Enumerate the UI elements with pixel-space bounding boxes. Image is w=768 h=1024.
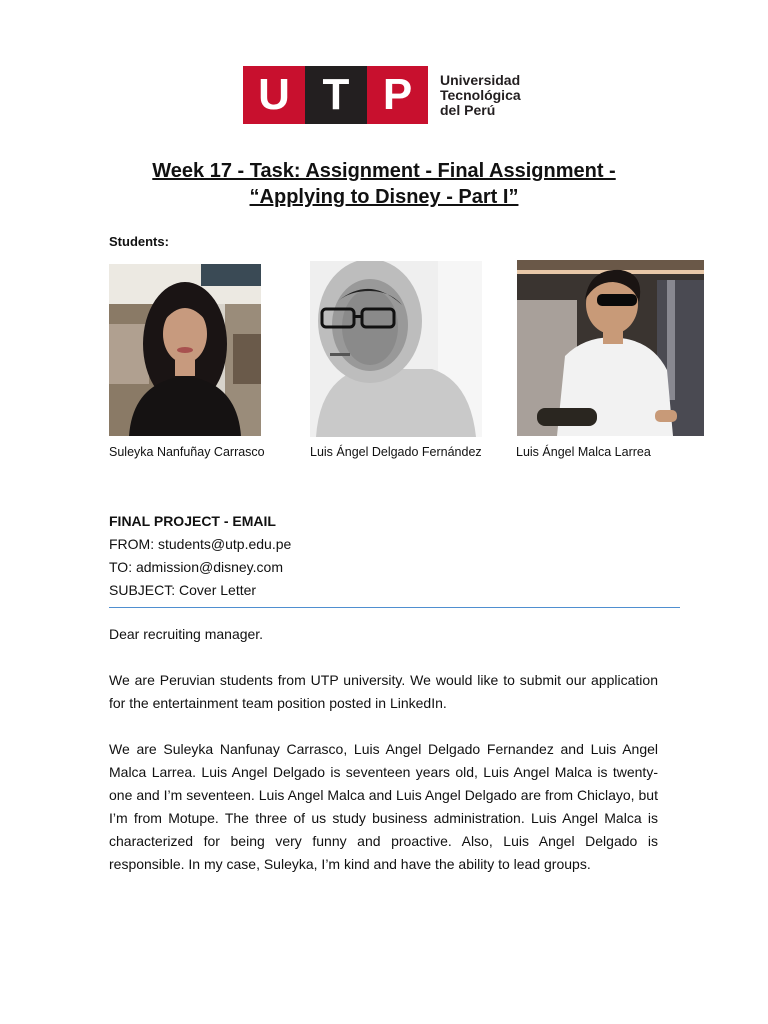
paragraph-1-text: We are Peruvian students from UTP university. We would like to submit our application for the entertainment team position posted in LinkedIn. [109, 672, 658, 711]
letter-greeting [109, 623, 658, 646]
student-photo-2 [310, 261, 482, 437]
email-to: TO: admission@disney.com [109, 559, 283, 575]
student-name-3: Luis Ángel Malca Larrea [516, 445, 651, 459]
email-subject: SUBJECT: Cover Letter [109, 582, 257, 598]
paragraph-2-text: We are Suleyka Nanfunay Carrasco, Luis Angel Delgado Fernandez and Luis Angel Malca Larrea. Luis Angel Delgado is seventeen years old, Luis Angel Malca is twenty-one and I’m seventeen. Luis Angel Malca and Luis Angel Delgado are from Chiclayo, but I’m from Motupe. The three of us study business administration. Luis Angel Malca is characterized for being very funny and proactive. Also, Luis Angel Delgado is responsible. In my case, Suleyka, I’m kind and have the ability to lead groups. [109, 741, 658, 872]
letter-paragraph-1 [109, 669, 658, 715]
student-name-2: Luis Ángel Delgado Fernández [310, 445, 482, 459]
student-name-1: Suleyka Nanfuñay Carrasco [109, 445, 265, 459]
logo-letter-p: P [367, 66, 428, 124]
utp-logo [243, 66, 521, 124]
email-heading: FINAL PROJECT - EMAIL [109, 513, 276, 529]
logo-line-1: Universidad [440, 71, 521, 88]
title-line-2: “Applying to Disney - Part I” [249, 186, 519, 208]
student-photo-3 [517, 260, 704, 436]
student-photo-1 [109, 264, 261, 436]
logo-line-2: Tecnológica [440, 86, 521, 103]
section-divider [109, 607, 680, 608]
logo-wordmark [440, 73, 521, 118]
logo-mark [243, 66, 428, 124]
document-title [0, 158, 768, 210]
greeting-text: Dear recruiting manager. [109, 626, 264, 642]
students-label: Students: [109, 234, 169, 249]
email-header [109, 510, 291, 602]
email-from: FROM: students@utp.edu.pe [109, 536, 292, 552]
logo-letter-u: U [243, 66, 305, 124]
letter-paragraph-2 [109, 738, 658, 876]
logo-line-3: del Perú [440, 101, 496, 118]
logo-letter-t: T [305, 66, 367, 124]
title-line-1: Week 17 - Task: Assignment - Final Assignment - [152, 160, 616, 182]
